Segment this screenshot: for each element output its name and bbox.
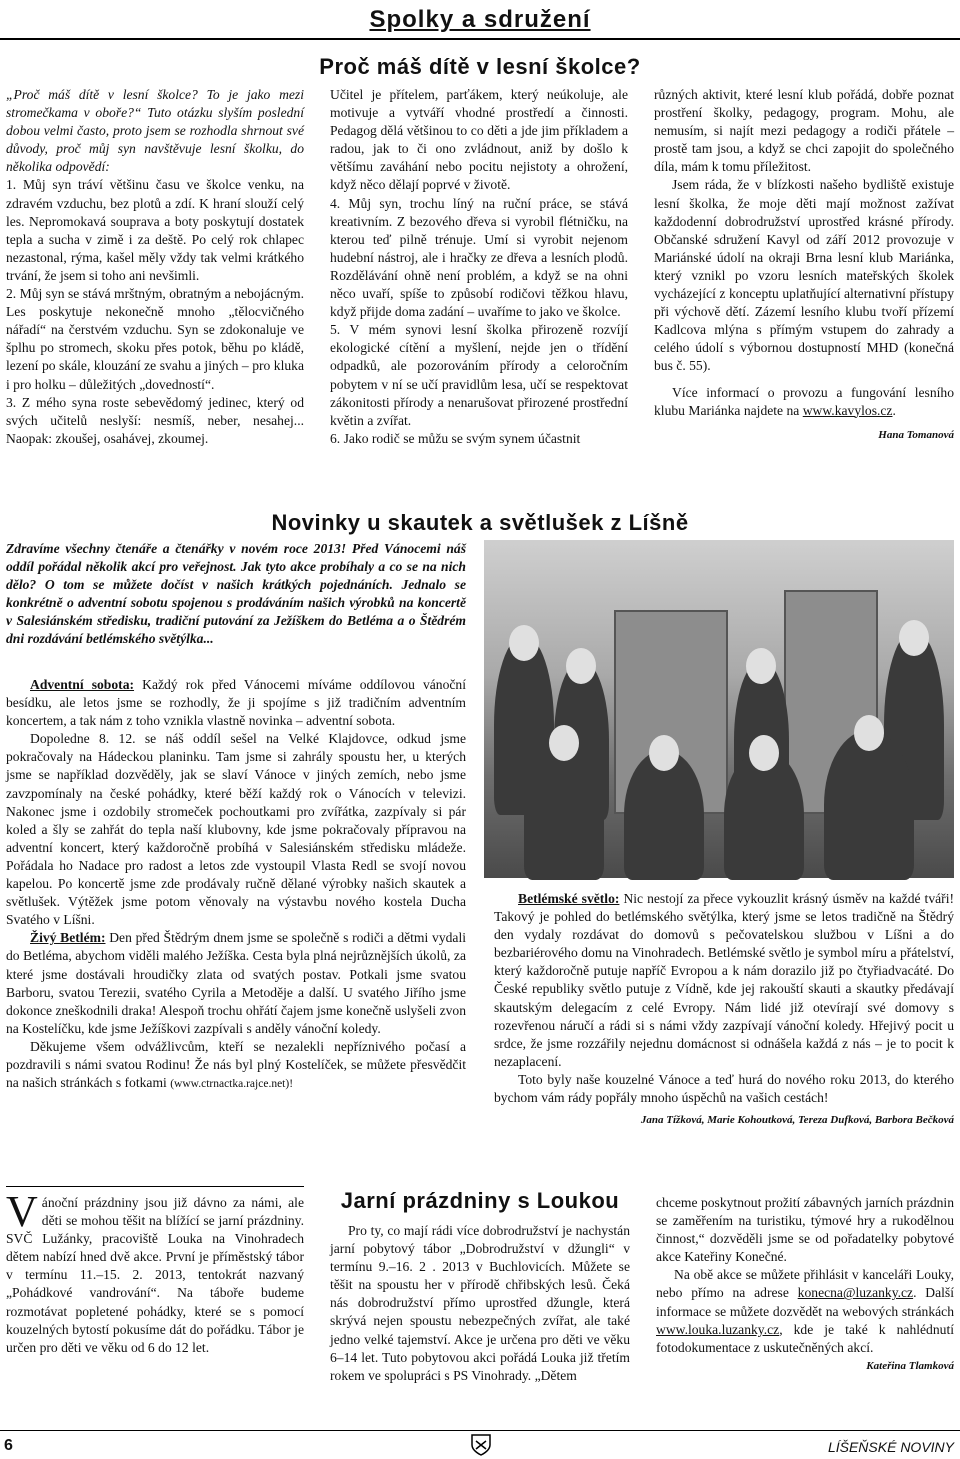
signup-text: Na obě akce se můžete přihlásit v kanceláři Louky, nebo přímo na adrese <box>656 1267 954 1301</box>
article2-body-right <box>494 890 954 1129</box>
article1-more-info: Více informací o provozu a fungování lesního klubu Mariánka najdete na <box>654 384 954 418</box>
photo-docs-text: , kde je také k nahlédnutí fotodokumentace z uskutečněných akcí. <box>656 1321 954 1355</box>
article3-col3-para2 <box>656 1266 954 1372</box>
email-link[interactable]: konecna@luzanky.cz <box>797 1285 914 1301</box>
article2-title: Novinky u skautek a světlušek z Líšně <box>271 510 689 535</box>
article2-body-left <box>6 676 466 1093</box>
article2-para-betlemske <box>494 890 954 1071</box>
zivy-betlem-label: Živý Betlém: <box>30 930 106 946</box>
article2-para-betlem <box>6 929 466 1038</box>
scouts-group-photo <box>484 540 954 878</box>
article1-column-1 <box>6 86 304 448</box>
photo-face <box>746 648 776 684</box>
louka-website-link[interactable]: www.louka.luzanky.cz <box>656 1321 780 1337</box>
article2-para-advent <box>6 676 466 730</box>
advent-label: Adventní sobota: <box>30 677 135 692</box>
photo-person <box>524 740 604 880</box>
article3-column-1 <box>6 1187 304 1357</box>
photo-face <box>566 648 596 684</box>
article3-col1-text: ánoční prázdniny jsou již dávno za námi, ale děti se mohou těšit na blížící se jarní prázdniny. SVČ Lužánky, pracoviště Louka na Vinohradech dětem nabízí hned dvě akce. První je příměstský tábor v termínu 11.–15. 2. 2013, tentokrát nazvaný „Pohádkové vandrování“. Na táboře budeme rozmotávat popletené pohádky, které se s pomocí kouzelných bytostí pokusíme dát do pořádku. Tábor je určen pro děti ve věku od 6 do 12 let. <box>6 1195 304 1355</box>
article3-col3-para1: chceme poskytnout prožití zábavných jarních prázdnin se zaměřením na turistiku, týmové hry a rukodělnou činnost,“ dozvěděli jsme se od pořadatelky pobytové akce Kateřiny Konečné. <box>656 1195 954 1265</box>
photo-face <box>854 715 884 751</box>
photo-face <box>899 620 929 656</box>
advent-text: Každý rok před Vánocemi míváme oddílovou vánoční besídku, ale letos jsme se rozhodly, že ji spojíme s již tradičním adventním koncertem, a tak nám z toho vznikla vlastně novinka – adventní sobota. <box>6 677 467 729</box>
photo-face <box>509 625 539 661</box>
page-number: 6 <box>4 1437 13 1454</box>
article1-author: Hana Tomanová <box>878 428 954 441</box>
article3-column-2: Pro ty, co mají rádi více dobrodružství je nachystán jarní pobytový tábor „Dobrodružství v džungli“ v termínu 9.–16. 2 . 2013 v Buchlovicích. Můžete se těšit na spoustu her v přírodě chřibských lesů. Čeká nás dobrodružství přímo uprostřed džungle, která skrývá nejen spoustu nebezpečných zvířat, ale také jedno velké tajemství. Akce je určena pro děti ve věku 6–14 let. Tuto pobytovou akci pořádá Louka již třetím rokem ve spolupráci s PS Vinohrady. „Dětem <box>330 1223 630 1383</box>
article2-para-closing: Toto byly naše kouzelné Vánoce a teď hurá do nového roku 2013, do kterého bychom vám rády popřály mnoho úspěchů na vašich cestách! <box>494 1071 954 1106</box>
photo-face <box>549 725 579 761</box>
section-header-bar <box>0 0 960 40</box>
photos-url[interactable]: (www.ctrnactka.rajce.net)! <box>170 1078 294 1091</box>
photo-face <box>649 735 679 771</box>
section-title: Spolky a sdružení <box>369 6 591 33</box>
kavylos-link[interactable]: www.kavylos.cz <box>802 402 893 418</box>
page-footer <box>0 1430 960 1459</box>
coat-of-arms-icon <box>470 1433 492 1457</box>
photo-face <box>749 735 779 771</box>
article1-intro: „Proč máš dítě v lesní školce? To je jako mezi stromečkama v oboře?“ Tuto otázku slyším poslední dobou velmi často, proto jsem se rozhodla shrnout své důvody, proč můj syn navštěvuje lesní školku, do několika odpovědí: <box>6 87 304 175</box>
article3-dropcap: V <box>6 1187 38 1236</box>
article3-title: Jarní prázdniny s Loukou <box>340 1188 620 1213</box>
thanks-text: Děkujeme všem odvážlivcům, kteří se nezalekli nepříznivého počasí a pozdravili s námi svatou Rodinu! Že nás byl plný Kostelíček, se můžete přesvědčit na našich stránkách s fotkami <box>6 1038 466 1091</box>
photo-person <box>824 730 914 880</box>
article1-col1-text: 1. Můj syn tráví většinu času ve školce venku, na zdravém vzduchu, bez plotů a zdí. K hraní slouží celý les. Nepromokavá souprava a boty poskytují dostatek tepla a sucha v zimě i za deště. Po celý rok chlapec nezastonal, rýma, kašel měly vždy tak velmi krátkého trvání, že jsem si toho ani nevšimli. 2. Můj syn se stává mrštným, obratným a nebojácným. Les poskytuje nekonečně mnoho „tělocvičného nářadí“ na čerstvém vzduchu. Syn se zdokonaluje ve šplhu po stromech, skoku přes potok, běhu po kládě, lezení po skále, klouzání ze svahu a jiných – pro kluka i pro holku – důležitých „dovedností“. 3. Z mého syna roste sebevědomý jedinec, který od svých učitelů neslyší: nesmíš, neber, nesahej... Naopak: zkoušej, osahávej, zkoumej. <box>6 177 304 446</box>
betlemske-svetlo-text: Nic nestojí za přece vykouzlit krásný úsměv na každé tváři! Takový je pohled do betlémského světýlka, který jsme se letos tradičně na Štědrý den vydaly rozdávat do domovů s pečovatelskou službou v Líšni a do bezbariérového domu na Vinohradech. Betlémské světlo je symbol míru a přátelství, který každoročně putuje napříč Evropou a k nám dorazilo již po čtyřiadvacáté. Do České republiky světlo putuje z Vídně, kde jej rakouští skauti a skautky předávají skautským delegacím z celé Evropy. Nám lidé již otevírají své domovy s rozevřenou náručí a rádi si s námi vždy zazpívají vánoční koledy. Hřejivý pocit u srdce, že jsme rozzářily nejednu domácnost si odnášela každá z nás – je to pocit k nezaplacení. <box>494 891 954 1069</box>
article3-divider <box>6 1186 304 1187</box>
article1-title: Proč máš dítě v lesní školce? <box>319 54 641 79</box>
article2-lead: Zdravíme všechny čtenáře a čtenářky v novém roce 2013! Před Vánocemi náš oddíl pořádal několik akcí pro veřejnost. Jak tyto akce probíhaly a co se na nich dělo? O tom se můžete dočíst v našich krátkých pojednáních. Jednalo se konkrétně o adventní sobotu spojenou s prodáváním našich výrobků na koncertě v Salesiánském středisku, tradiční putování za Ježíškem do Betléma a o Štědrém dni rozdávání betlémského světýlka... <box>6 541 466 647</box>
publication-name: LÍŠEŇSKÉ NOVINY <box>827 1439 954 1455</box>
article2-para-2: Dopoledne 8. 12. se náš oddíl sešel na Velké Klajdovce, odkud jsme pokračovaly na Hádeckou planinku. Tam jsme si zahrály spoustu her, u kterých jsme se například dozvěděly, jak se slaví Vánoce v jiných zemích, nebo jsme zavzpomínaly na české pohádky, které běží každý rok o Vánocích v televizi. Nakonec jsme i ozdobily stromeček pochoutkami pro zvířátka, zazpívaly si pár koled a šly se zahřát do tepla naší klubovny, kde jsme pokračovaly přípravou na adventní koncert, který každoročně probíhá v Salesiánském středisku mládeže. Pořádala ho Nadace pro radost a letos zde vystoupil Vlasta Redl se svojí novou kapelou. Po koncertě jsme zde prodávaly ručně dělané výrobky našich skautek a světlušek. Výtěžek jsme potom věnovaly na výstavbu nového kostela Ducha Svatého v Líšni. <box>6 731 466 928</box>
article1-col3-para3 <box>654 384 954 420</box>
more-info-text: . Další informace se můžete dozvědět na webových stránkách <box>656 1285 954 1319</box>
article2-para-thanks <box>6 1038 466 1093</box>
zivy-betlem-text: Den před Štědrým dnem jsme se společně s rodiči a dětmi vydali do Betléma, abychom viděli malého Ježíška. Cesta byla plná nejrůznějších úkolů, za které jsme dostávali hroudičky zlata od svatých postav. Potkali jsme svatou Barboru, svatou Terezii, svatého Cyrila a Metoděje a další. U svatého Jiřího jsme dokonce zneškodnili draka! Alespoň trochu ohřátí čajem jsme konečně uslyšeli zvon na Kostelíčku, kde jsme Ježíškovi zazpívali s anděly vánoční koledy. <box>6 930 467 1036</box>
article1-col3-para2: Jsem ráda, že v blízkosti našeho bydliště existuje lesní školka, že moje děti mají možnost zažívat každodenní dobrodružství uprostřed krásné přírody. Občanské sdružení Kavyl od září 2012 provozuje v Mariánské údolí na okraji Brna lesní klub Mariánka, který vznikl po vzoru lesních mateřských školek vycházející z konceptu uplatňující alternativní přístupy při výchově dětí. Zázemí lesního klubu tvoří přízemí Kadlcova mlýna s přímým vstupem do zahrady a celého údolí s výbornou dostupností MHD (konečná bus č. 55). <box>654 177 954 374</box>
article2-authors: Jana Tížková, Marie Kohoutková, Tereza Dufková, Barbora Bečková <box>640 1114 954 1127</box>
article3-column-3 <box>656 1194 954 1375</box>
article1-column-3 <box>654 86 954 444</box>
betlemske-svetlo-label: Betlémské světlo: <box>518 891 620 906</box>
article1-column-2: Učitel je přítelem, parťákem, který neúkoluje, ale motivuje a vytváří vhodné prostředí a činnosti. Pedagog dělá většinou to co děti a jde jim příkladem a radou, jak to či ono zvládnout, aniž by došlo k většímu zaváhání nebo pocitu nejistoty a ohrožení, když něco dělají poprvé v životě. 4. Můj syn, trochu líný na ruční práce, se stává kreativním. Z bezového dřeva si vyrobil flétničku, na kterou teď pilně trénuje. Umí si vyrobit nejenom hudební nástroj, ale i hračky ze dřeva a lesních plodů. Rozdělávání ohně není problém, a když se na ohni něco uvaří, spíše to způsobí rodičovi těžkou hlavu, když přijde doma zadání – uvaříme to jako ve školce. 5. V mém synovi lesní školka přirozeně rozvíjí ekologické cítění a myšlení, nejde jen o třídění odpadků, ale pozorováním přírody a celoročním pobytem v ní se učí pravidlům lesa, učí se respektovat zákonitosti přírody a nenarušovat přirozené prostřední květin a zvířat. 6. Jako rodič se můžu se svým synem účastnit <box>330 87 628 446</box>
article1-col3-para1: různých aktivit, které lesní klub pořádá, dobře poznat prostření školky, pedagogy, program. Mohu, ale nemusím, si najít mezi pedagogy a rodiči přátele – prostě tam jsou, a když se chci zapojit do společného díla, mám k tomu příležitost. <box>654 87 954 175</box>
article3-author: Kateřina Tlamková <box>866 1359 954 1372</box>
article1-col3-end: . <box>892 402 896 418</box>
